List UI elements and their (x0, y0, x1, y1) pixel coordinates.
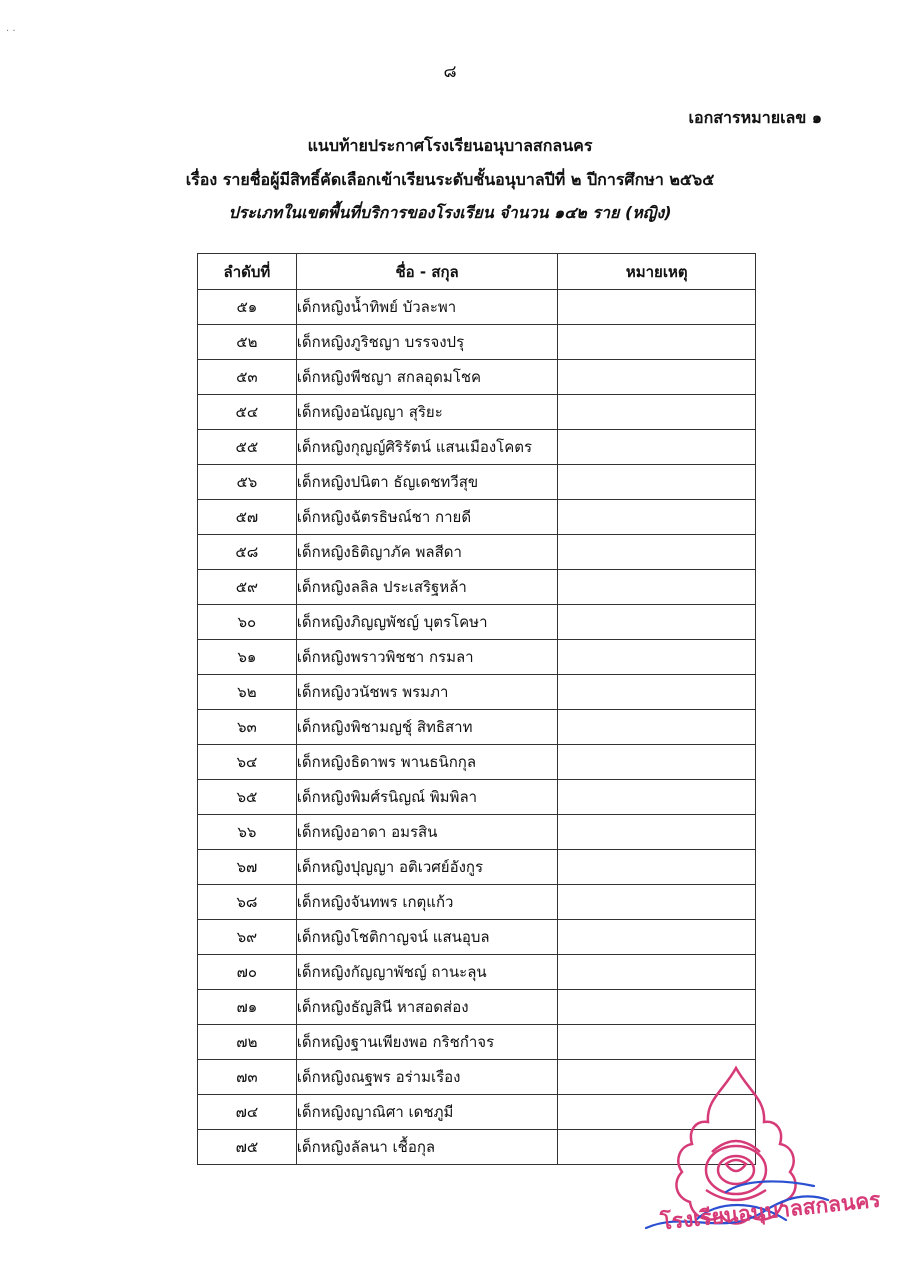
row-note (558, 395, 756, 430)
column-header-note: หมายเหตุ (558, 254, 756, 290)
table-header-row (198, 254, 756, 290)
row-number: ๖๙ (198, 920, 297, 955)
table-row (198, 710, 756, 745)
heading-title: แนบท้ายประกาศโรงเรียนอนุบาลสกลนคร (307, 136, 593, 155)
student-name: เด็กหญิงฐานเพียงพอ กริชกำจร (296, 1025, 558, 1060)
table-row (198, 955, 756, 990)
row-note (558, 675, 756, 710)
table-row (198, 430, 756, 465)
row-note (558, 465, 756, 500)
student-name: เด็กหญิงธิติญาภัค พลสีดา (296, 535, 558, 570)
row-note (558, 430, 756, 465)
student-list-table (197, 253, 756, 1165)
student-name: เด็กหญิงอาดา อมรสิน (296, 815, 558, 850)
table-row (198, 290, 756, 325)
table-row (198, 885, 756, 920)
heading-subject: เรื่อง รายชื่อผู้มีสิทธิ์คัดเลือกเข้าเรียนระดับชั้นอนุบาลปีที่ ๒ ปีการศึกษา ๒๕๖๕ (185, 170, 715, 189)
student-name: เด็กหญิงธิดาพร พานธนิกกุล (296, 745, 558, 780)
row-number: ๕๙ (198, 570, 297, 605)
table-row (198, 360, 756, 395)
row-number: ๗๕ (198, 1130, 297, 1165)
row-number: ๖๒ (198, 675, 297, 710)
row-note (558, 745, 756, 780)
student-name: เด็กหญิงอนัญญา สุริยะ (296, 395, 558, 430)
row-number: ๖๔ (198, 745, 297, 780)
table-row (198, 745, 756, 780)
student-name: เด็กหญิงญาณิศา เดชภูมี (296, 1095, 558, 1130)
row-note (558, 640, 756, 675)
row-note (558, 990, 756, 1025)
student-name: เด็กหญิงภูริชญา บรรจงปรุ (296, 325, 558, 360)
seal-text: โรงเรียนอนุบาลสกลนคร (659, 1187, 882, 1235)
row-note (558, 500, 756, 535)
row-number: ๕๔ (198, 395, 297, 430)
student-name: เด็กหญิงพีชญา สกลอุดมโชค (296, 360, 558, 395)
student-name: เด็กหญิงพิมศ์รนิญณ์ พิมพิลา (296, 780, 558, 815)
table-row (198, 850, 756, 885)
table-row (198, 605, 756, 640)
row-number: ๗๐ (198, 955, 297, 990)
row-number: ๗๔ (198, 1095, 297, 1130)
row-number: ๖๘ (198, 885, 297, 920)
student-name: เด็กหญิงปนิตา ธัญเดชทวีสุข (296, 465, 558, 500)
row-note (558, 815, 756, 850)
document-reference: เอกสารหมายเลข ๑ (688, 108, 822, 127)
row-note (558, 605, 756, 640)
student-name: เด็กหญิงพิชามญชุ์ สิทธิสาท (296, 710, 558, 745)
table-row (198, 990, 756, 1025)
student-name: เด็กหญิงกัญญาพัชญ์ ถานะลุน (296, 955, 558, 990)
row-number: ๖๖ (198, 815, 297, 850)
student-name: เด็กหญิงจันทพร เกตุแก้ว (296, 885, 558, 920)
row-number: ๗๓ (198, 1060, 297, 1095)
row-number: ๗๒ (198, 1025, 297, 1060)
column-header-number: ลำดับที่ (198, 254, 297, 290)
row-number: ๖๗ (198, 850, 297, 885)
student-name: เด็กหญิงปุญญา อติเวศย์อังกูร (296, 850, 558, 885)
table-row (198, 780, 756, 815)
table-row (198, 395, 756, 430)
student-name: เด็กหญิงพราวพิชชา กรมลา (296, 640, 558, 675)
table-row (198, 640, 756, 675)
table-row (198, 675, 756, 710)
row-note (558, 955, 756, 990)
table-row (198, 325, 756, 360)
row-number: ๕๒ (198, 325, 297, 360)
row-number: ๖๑ (198, 640, 297, 675)
row-note (558, 1025, 756, 1060)
row-note (558, 885, 756, 920)
student-name: เด็กหญิงลัลนา เชื้อกุล (296, 1130, 558, 1165)
row-note (558, 325, 756, 360)
table-row (198, 1025, 756, 1060)
row-number: ๖๕ (198, 780, 297, 815)
row-note (558, 535, 756, 570)
row-number: ๕๓ (198, 360, 297, 395)
table-row (198, 570, 756, 605)
row-number: ๕๕ (198, 430, 297, 465)
table-row (198, 920, 756, 955)
row-note (558, 780, 756, 815)
student-name: เด็กหญิงภิญญพัชญ์ บุตรโคษา (296, 605, 558, 640)
table-row (198, 535, 756, 570)
student-name: เด็กหญิงโชติกาญจน์ แสนอุบล (296, 920, 558, 955)
student-name: เด็กหญิงณฐพร อร่ามเรือง (296, 1060, 558, 1095)
table-row (198, 815, 756, 850)
student-name: เด็กหญิงน้ำทิพย์ บัวละพา (296, 290, 558, 325)
heading-category: ประเภทในเขตพื้นที่บริการของโรงเรียน จำนวน ๑๔๒ ราย (หญิง) (228, 203, 672, 222)
column-header-name: ชื่อ - สกุล (296, 254, 558, 290)
student-name: เด็กหญิงกุญญ์ศิริรัตน์ แสนเมืองโคตร (296, 430, 558, 465)
row-number: ๗๑ (198, 990, 297, 1025)
student-name: เด็กหญิงธัญสินี หาสอดส่อง (296, 990, 558, 1025)
row-number: ๖๓ (198, 710, 297, 745)
student-name: เด็กหญิงฉัตรธิษณ์ชา กายดี (296, 500, 558, 535)
row-note (558, 710, 756, 745)
table-row (198, 465, 756, 500)
scan-artifact: · · (6, 26, 16, 37)
row-note (558, 920, 756, 955)
row-number: ๖๐ (198, 605, 297, 640)
page-number: ๘ (443, 62, 457, 82)
row-note (558, 360, 756, 395)
row-number: ๕๖ (198, 465, 297, 500)
student-name: เด็กหญิงวนัชพร พรมภา (296, 675, 558, 710)
row-number: ๕๑ (198, 290, 297, 325)
row-number: ๕๘ (198, 535, 297, 570)
row-note (558, 850, 756, 885)
row-number: ๕๗ (198, 500, 297, 535)
row-note (558, 290, 756, 325)
table-row (198, 500, 756, 535)
student-name: เด็กหญิงลลิล ประเสริฐหล้า (296, 570, 558, 605)
row-note (558, 570, 756, 605)
